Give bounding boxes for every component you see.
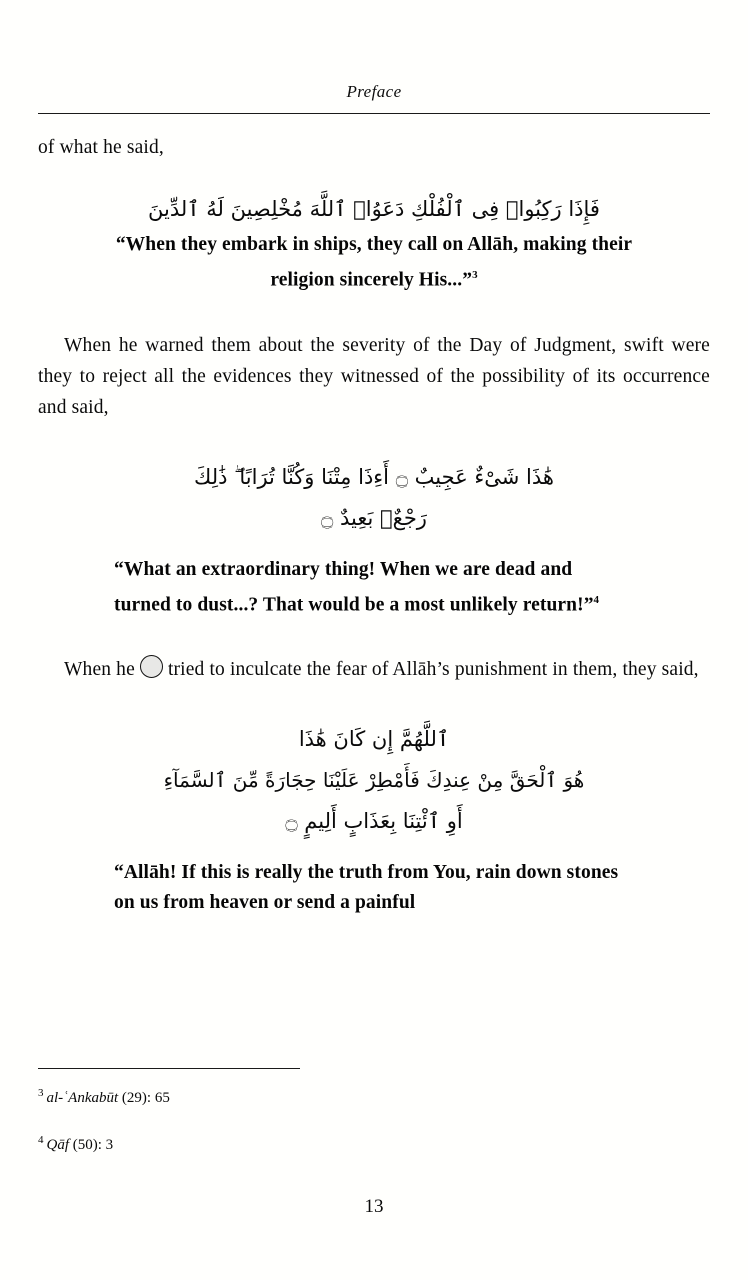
spacer: [38, 296, 710, 330]
footnote-item: [38, 1129, 710, 1156]
spacer: [38, 163, 710, 189]
spacer: [38, 685, 710, 719]
page-body: [38, 132, 710, 918]
arabic-verse-1: فَإِذَا رَكِبُوا۟ فِى ٱلْفُلْكِ دَعَوُا۟ ٱللَّهَ مُخْلِصِينَ لَهُ ٱلدِّينَ: [148, 197, 600, 221]
paragraph-opening: of what he said,: [38, 137, 164, 158]
verse-translation-1: [94, 230, 654, 296]
page-number: 13: [364, 1196, 384, 1217]
spacer: [38, 842, 710, 858]
quran-quote-block-2: [38, 457, 710, 621]
spacer: [38, 539, 710, 555]
verse-translation-1-text: “When they embark in ships, they call on Allāh, making their religion sincerely His...”: [115, 234, 633, 291]
quran-quote-block-3: [38, 719, 710, 918]
footnote-mark-3: 3: [38, 1087, 44, 1099]
verse-translation-3: “Allāh! If this is really the truth from You, rain down stones on us from heaven or send a painful: [114, 862, 619, 913]
footnote-rest-3: (29): 65: [118, 1090, 170, 1106]
arabic-verse-3-line-2: هُوَ ٱلْحَقَّ مِنْ عِندِكَ فَأَمْطِرْ عَلَيْنَا حِجَارَةً مِّنَ ٱلسَّمَآءِ: [163, 768, 585, 792]
running-head: Preface: [346, 82, 402, 101]
paragraph-punishment: [38, 654, 710, 685]
spacer: [38, 423, 710, 457]
footnote-divider: [38, 1068, 300, 1069]
footnote-list: [38, 1082, 710, 1176]
footnote-item: [38, 1082, 710, 1109]
arabic-verse-3-line-3: أَوِ ٱئْتِنَا بِعَذَابٍ أَلِيمٍ ۝: [285, 809, 463, 833]
paragraph-judgment: When he warned them about the severity of the Day of Judgment, swift were they to reject all the evidences they witnessed of the possibility of its occurrence and said,: [38, 334, 710, 418]
arabic-verse-2-line-1: هَٰذَا شَىْءٌ عَجِيبٌ ۝ أَءِذَا مِتْنَا وَكُنَّا تُرَابًا ۖ ذَٰلِكَ: [194, 464, 554, 489]
verse-translation-2-text: “What an extraordinary thing! When we are dead and turned to dust...? That would be a most unlikely return!”: [114, 558, 594, 615]
footnote-rest-4: (50): 3: [69, 1137, 114, 1153]
footnote-title-4: Qāf: [46, 1137, 69, 1153]
arabic-verse-2-line-2: رَجْعٌۢ بَعِيدٌ ۝: [321, 505, 427, 530]
header-divider: [38, 113, 710, 114]
footnote-title-3: al-ʿAnkabūt: [46, 1090, 119, 1106]
salla-allahu-alayhi-wasallam-icon: [140, 655, 163, 678]
arabic-verse-3-line-1: ٱللَّهُمَّ إِن كَانَ هَٰذَا: [298, 727, 450, 751]
footnote-ref-3[interactable]: 3: [472, 269, 478, 281]
footnote-mark-4: 4: [38, 1134, 44, 1146]
paragraph-punishment-before: When he: [64, 659, 140, 680]
verse-translation-2: [114, 555, 634, 621]
footnote-ref-4[interactable]: 4: [593, 593, 600, 606]
spacer: [38, 620, 710, 654]
quran-quote-block-1: [38, 189, 710, 296]
paragraph-punishment-after: tried to inculcate the fear of Allāh’s punishment in them, they said,: [162, 659, 699, 680]
